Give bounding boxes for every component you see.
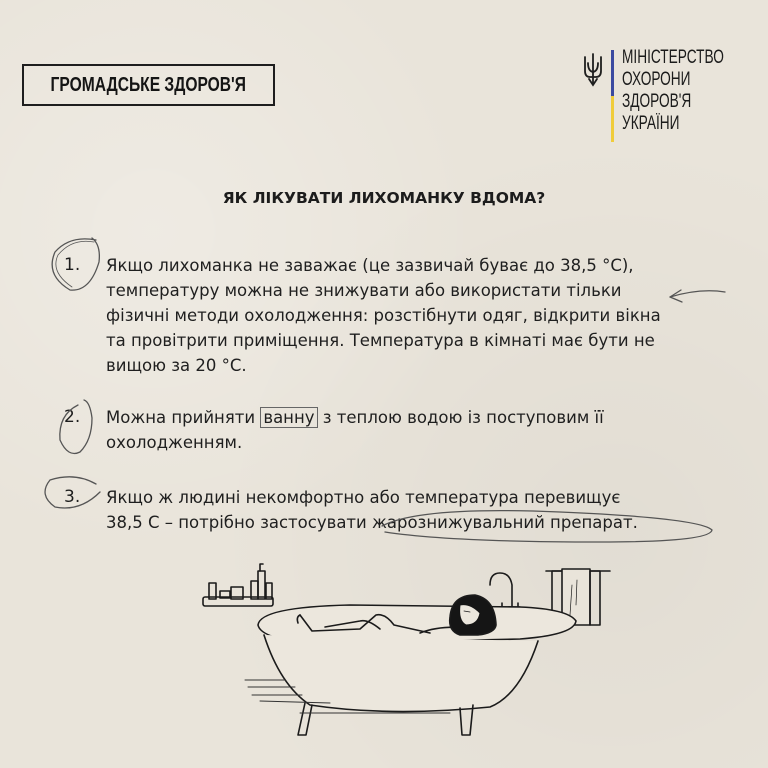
flag-yellow-stripe (611, 96, 614, 142)
ministry-line: МІНІСТЕРСТВО (622, 47, 724, 68)
shelf-icon (203, 564, 273, 606)
item-line: вищою за 20 °C. (106, 356, 247, 375)
section-label: ГРОМАДСЬКЕ ЗДОРОВ'Я (50, 73, 247, 96)
item-line: та провітрити приміщення. Температура в кімнаті має бути не (106, 331, 655, 350)
flag-blue-stripe (611, 50, 614, 96)
item-text (106, 253, 716, 378)
text-segment: 38,5 С – потрібно застосувати (106, 513, 373, 532)
item-text (106, 485, 716, 535)
item-line: охолодженням. (106, 433, 243, 452)
item-line: температуру можна не знижувати або використати тільки (106, 281, 622, 300)
item-line (106, 510, 716, 535)
item-line: Якщо ж людині некомфортно або температура перевищує (106, 488, 621, 507)
section-label-box (22, 64, 275, 106)
item-line: фізичні методи охолодження: розстібнути одяг, відкрити вікна (106, 306, 661, 325)
item-line: Якщо лихоманка не заважає (це зазвичай буває до 38,5 °C), (106, 256, 634, 275)
ukraine-flag-bar (611, 50, 614, 142)
faucet-icon (490, 573, 520, 611)
text-segment: Можна прийняти (106, 408, 261, 427)
ministry-logo (583, 47, 763, 142)
item-number: 2. (64, 407, 81, 427)
page-title: ЯК ЛІКУВАТИ ЛИХОМАНКУ ВДОМА? (222, 189, 546, 207)
ministry-line: ОХОРОНИ (622, 69, 691, 90)
ministry-line: ЗДОРОВ'Я (622, 91, 692, 112)
highlighted-phrase: жарознижувальний препарат. (372, 513, 638, 532)
item-line (106, 405, 716, 430)
ministry-line: УКРАЇНИ (622, 113, 680, 134)
item-number: 3. (64, 487, 81, 507)
highlighted-word: ванну (260, 407, 317, 428)
item-text (106, 405, 716, 455)
trident-icon (583, 53, 603, 87)
ministry-name (622, 47, 763, 135)
bathtub-illustration (190, 555, 620, 768)
text-segment: з теплою водою із поступовим її (317, 408, 604, 427)
item-number: 1. (64, 255, 81, 275)
